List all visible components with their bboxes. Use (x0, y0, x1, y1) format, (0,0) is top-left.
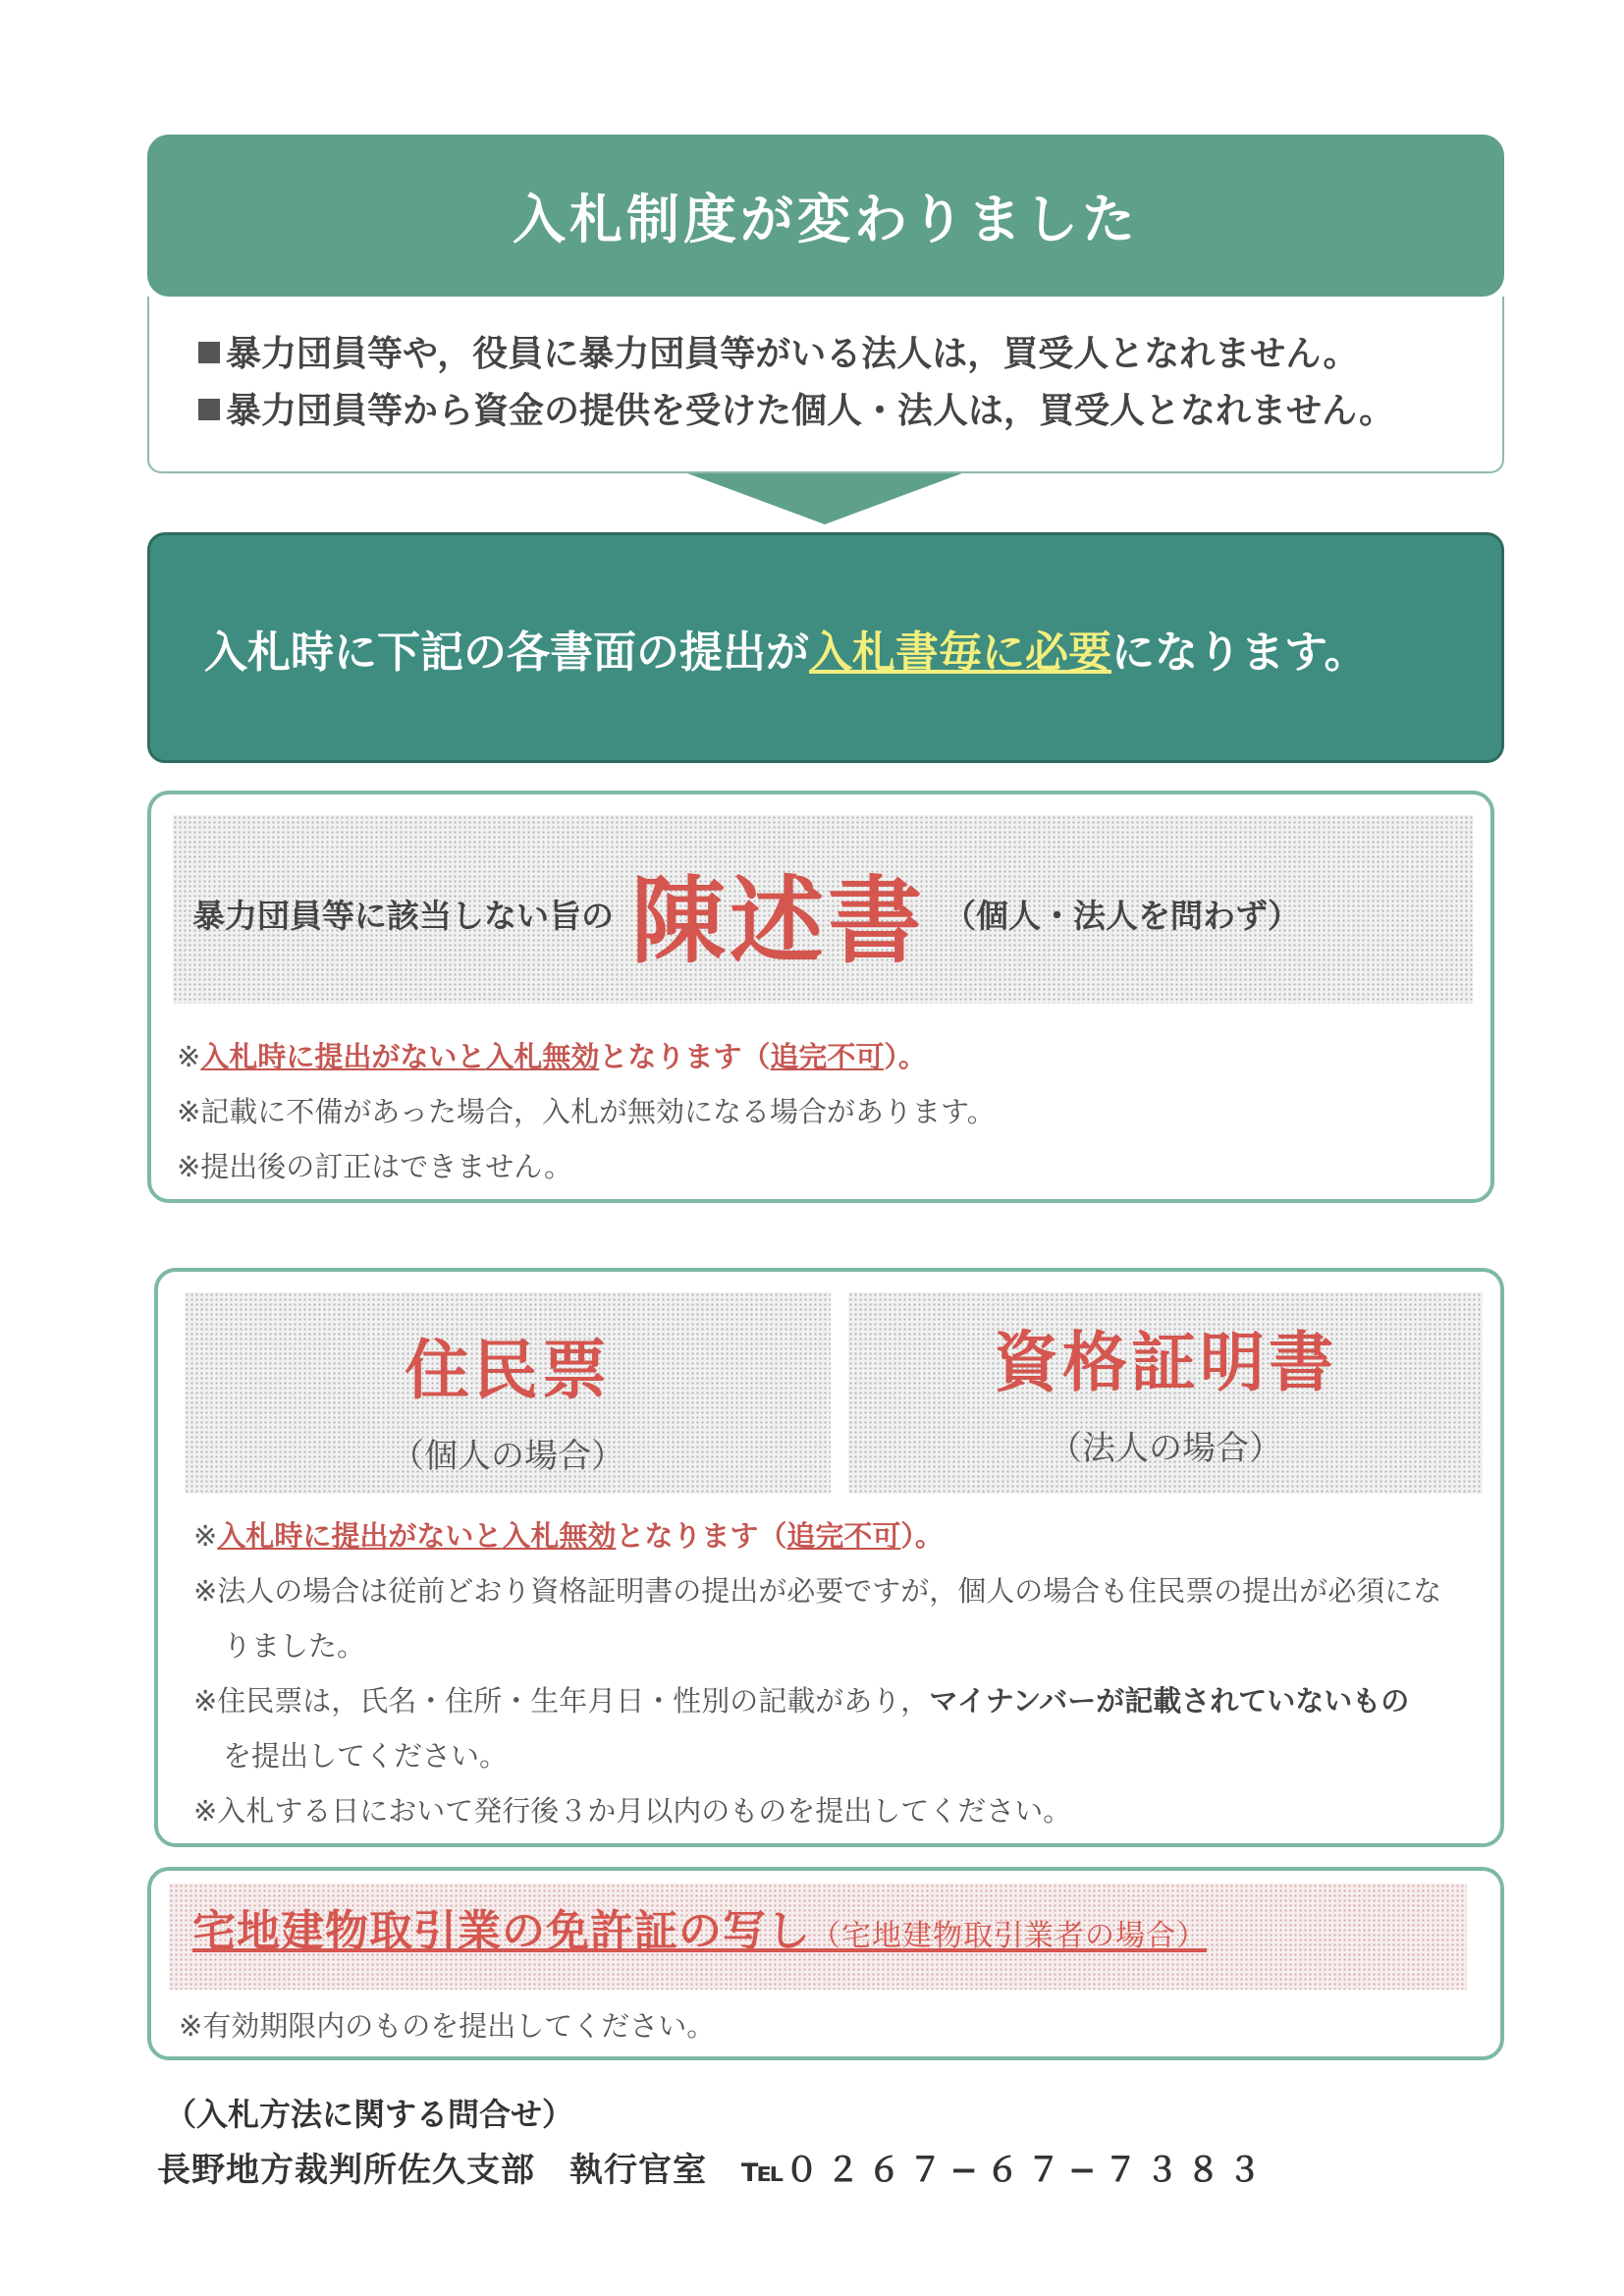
resident-record-title: 住民票 (405, 1333, 611, 1408)
statement-notes (177, 1029, 996, 1194)
note-line: ※住民票は，氏名・住所・生年月日・性別の記載があり，マイナンバーが記載されていないもの (193, 1684, 1410, 1718)
resident-record-sub: （個人の場合） (391, 1437, 624, 1476)
requirement-banner: 入札時に下記の各書面の提出が 入札書毎に必要 になります。 (147, 532, 1504, 763)
page-title: 入札制度が変わりました (513, 189, 1139, 250)
resident-record-panel (185, 1292, 831, 1494)
phone-icon: ℡ (741, 2151, 785, 2190)
qualification-certificate-sub: （法人の場合） (1049, 1429, 1282, 1468)
qualification-certificate-title: 資格証明書 (994, 1325, 1337, 1400)
statement-doc-name: 陳述書 (631, 865, 926, 976)
contact-label: （入札方法に関する問合せ） (165, 2096, 574, 2133)
rules-box (147, 297, 1504, 473)
note-line: を提出してください。 (223, 1739, 509, 1773)
documents-notes (193, 1508, 1441, 1838)
license-title: 宅地建物取引業の免許証の写し（宅地建物取引業者の場合） (192, 1906, 1207, 1956)
square-bullet-icon (198, 342, 220, 363)
square-bullet-icon (198, 399, 220, 420)
requirement-highlight: 入札書毎に必要 (809, 627, 1111, 678)
contact-office: 長野地方裁判所佐久支部 執行官室 (157, 2151, 707, 2190)
note-line: ※提出後の訂正はできません。 (177, 1150, 573, 1183)
note-line: ※入札時に提出がないと入札無効となります（追完不可）。 (177, 1040, 927, 1073)
note-line: ※入札時に提出がないと入札無効となります（追完不可）。 (193, 1519, 944, 1553)
qualification-certificate-panel (848, 1292, 1483, 1494)
note-line: ※法人の場合は従前どおり資格証明書の提出が必要ですが，個人の場合も住民票の提出が必須にな (193, 1574, 1442, 1608)
rule-item: 暴力団員等から資金の提供を受けた個人・法人は，買受人となれません。 (198, 383, 1502, 440)
note-line: ※入札する日において発行後３か月以内のものを提出してください。 (193, 1794, 1072, 1828)
note-line: りました。 (223, 1629, 366, 1663)
rule-item: 暴力団員等や，役員に暴力団員等がいる法人は，買受人となれません。 (198, 326, 1502, 383)
page-title-banner (147, 135, 1504, 297)
note-line: ※記載に不備があった場合，入札が無効になる場合があります。 (177, 1095, 996, 1128)
statement-title: 暴力団員等に該当しない旨の 陳述書 （個人・法人を問わず） (173, 854, 1473, 972)
contact-phone: ０２６７−６７−７３８３ (785, 2151, 1270, 2190)
down-arrow-icon (687, 473, 962, 524)
contact-info (157, 2143, 1270, 2191)
license-note: ※有効期限内のものを提出してください。 (179, 2009, 716, 2043)
